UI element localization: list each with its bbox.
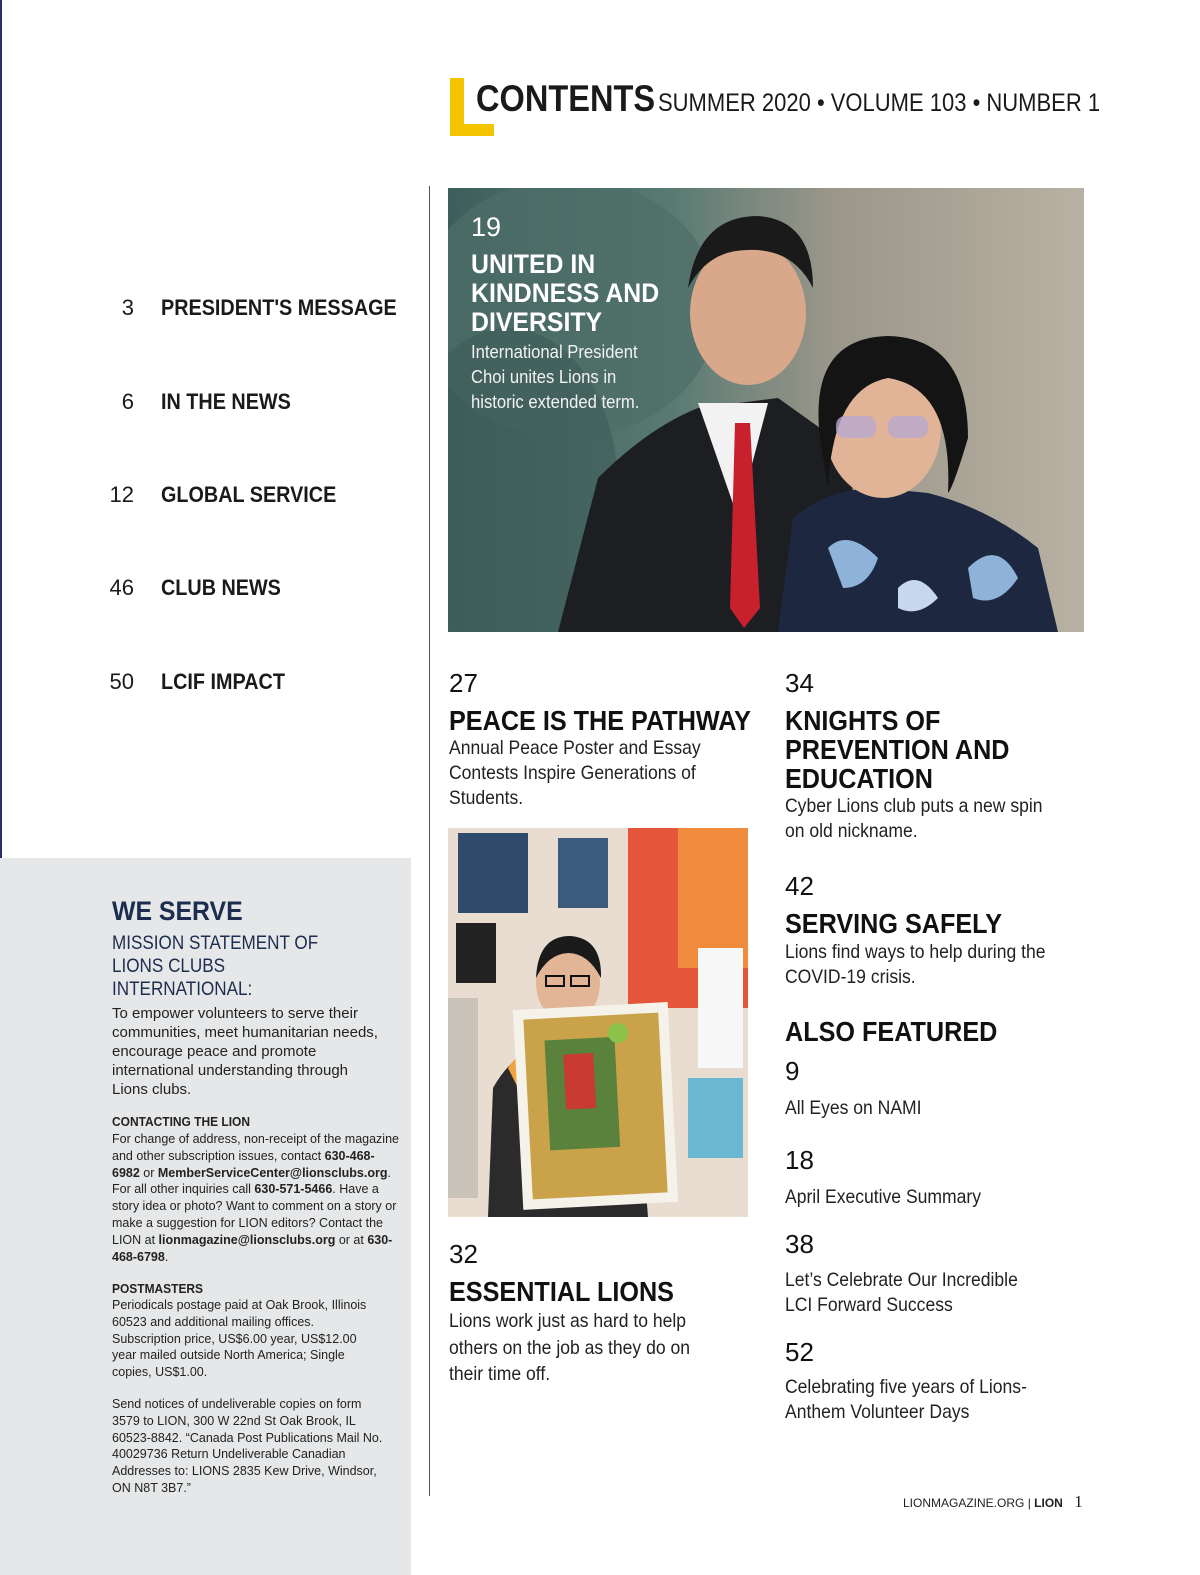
also-featured-item-executive-summary[interactable]: April Executive Summary [785, 1186, 982, 1208]
cover-story-page: 19 [471, 212, 502, 242]
toc-label: CLUB NEWS [161, 575, 281, 600]
toc-item-in-the-news[interactable] [100, 389, 420, 419]
toc-page-number: 46 [109, 575, 134, 600]
toc-label: LCIF IMPACT [161, 669, 285, 694]
feature-title-peace[interactable]: PEACE IS THE PATHWAY [449, 705, 751, 736]
contact-phone[interactable]: 630-571-5466 [254, 1182, 333, 1197]
toc-label: GLOBAL SERVICE [161, 482, 337, 507]
toc-page-number: 6 [121, 389, 134, 414]
also-featured-item-lci-forward[interactable]: Let’s Celebrate Our Incredible LCI Forward Success [785, 1269, 1018, 1316]
editor-email-link[interactable]: lionmagazine@lionsclubs.org [158, 1232, 336, 1247]
toc-label: IN THE NEWS [161, 389, 291, 414]
contact-text: For change of address, non-receipt of the magazine and other subscription issues, contact 630-468-6982 or MemberServiceCenter@lionsclubs.org. For all other inquiries call 630-571-5466. Have a story idea or photo? Want to comment on a story or make a suggestion for LION editors? Contact the LION at lionmagazine@lionsclubs.org or at 630-468-6798. [112, 1132, 399, 1264]
postmasters-text: Periodicals postage paid at Oak Brook, Illinois 60523 and additional mailing offices. Subscription price, US$6.00 year, US$12.00 year mailed outside North America; Single copies, US$1.00. [112, 1298, 367, 1380]
toc-item-lcif-impact[interactable] [100, 669, 420, 699]
footer-brand: LION [1034, 1496, 1063, 1510]
toc-page-number: 50 [109, 669, 134, 694]
contact-email-link[interactable]: MemberServiceCenter@lionsclubs.org [157, 1165, 388, 1180]
contact-phone[interactable]: 630-468-6798 [112, 1232, 393, 1264]
feature-description: Cyber Lions club puts a new spin on old nickname. [785, 795, 1043, 842]
also-featured-page: 52 [785, 1337, 814, 1367]
mission-statement: To empower volunteers to serve their communities, meet humanitarian needs, encourage peace and promote international understanding through Lions clubs. [112, 1005, 378, 1098]
feature-description: Lions find ways to help during the COVID-19 crisis. [785, 941, 1046, 988]
feature-description: Lions work just as hard to help others on the job as they do on their time off. [449, 1310, 691, 1385]
student-with-poster-image [448, 828, 748, 1217]
toc-page-number: 3 [121, 295, 134, 320]
footer-site-link[interactable]: LIONMAGAZINE.ORG [903, 1496, 1025, 1510]
cover-story-description: International President Choi unites Lions in historic extended term. [471, 341, 640, 412]
contact-phone[interactable]: 630-468-6982 [112, 1148, 375, 1180]
toc-page-number: 12 [109, 482, 134, 507]
cover-story-photo[interactable] [448, 188, 1084, 632]
toc-label: PRESIDENT'S MESSAGE [161, 295, 397, 320]
contact-heading: CONTACTING THE LION [112, 1114, 250, 1129]
page-number: 1 [1074, 1492, 1083, 1511]
undeliverable-notice: Send notices of undeliverable copies on form 3579 to LION, 300 W 22nd St Oak Brook, IL 60523-8842. “Canada Post Publications Mail No. 40029736 Return Undeliverable Canadian Addresses to: LIONS 2835 Kew Drive, Windsor, ON N8T 3B7.” [112, 1397, 383, 1495]
mission-subtitle: MISSION STATEMENT OF LIONS CLUBS INTERNATIONAL: [112, 933, 319, 1000]
we-serve-title: WE SERVE [112, 896, 243, 926]
feature-description: Annual Peace Poster and Essay Contests Inspire Generations of Students. [449, 737, 701, 809]
also-featured-page: 18 [785, 1145, 814, 1175]
also-featured-page: 9 [785, 1056, 800, 1086]
peace-poster-photo[interactable] [448, 828, 748, 1217]
cover-story-title[interactable]: UNITED IN KINDNESS AND DIVERSITY [471, 249, 660, 337]
also-featured-page: 38 [785, 1229, 814, 1259]
also-featured-heading: ALSO FEATURED [785, 1016, 998, 1047]
feature-page-number: 34 [785, 668, 814, 698]
toc-item-global-service[interactable] [100, 482, 420, 512]
also-featured-item-volunteer-days[interactable]: Celebrating five years of Lions-Anthem Volunteer Days [785, 1376, 1027, 1423]
feature-page-number: 27 [449, 668, 478, 698]
feature-title-serving-safely[interactable]: SERVING SAFELY [785, 908, 1003, 939]
column-divider [429, 186, 430, 1496]
also-featured-item-nami[interactable]: All Eyes on NAMI [785, 1097, 922, 1119]
issue-info: SUMMER 2020 • VOLUME 103 • NUMBER 1 [658, 89, 1101, 117]
page-title: CONTENTS [476, 78, 656, 119]
page-footer [903, 1492, 1083, 1512]
feature-title-knights[interactable]: KNIGHTS OF PREVENTION AND EDUCATION [785, 705, 1010, 794]
postmasters-heading: POSTMASTERS [112, 1281, 204, 1296]
feature-page-number: 42 [785, 871, 814, 901]
contents-header [450, 78, 1150, 138]
feature-page-number: 32 [449, 1239, 478, 1269]
feature-title-essential-lions[interactable]: ESSENTIAL LIONS [449, 1276, 674, 1307]
toc-item-club-news[interactable] [100, 575, 420, 605]
footer-separator: | [1027, 1496, 1031, 1510]
toc-item-presidents-message[interactable] [100, 295, 420, 325]
